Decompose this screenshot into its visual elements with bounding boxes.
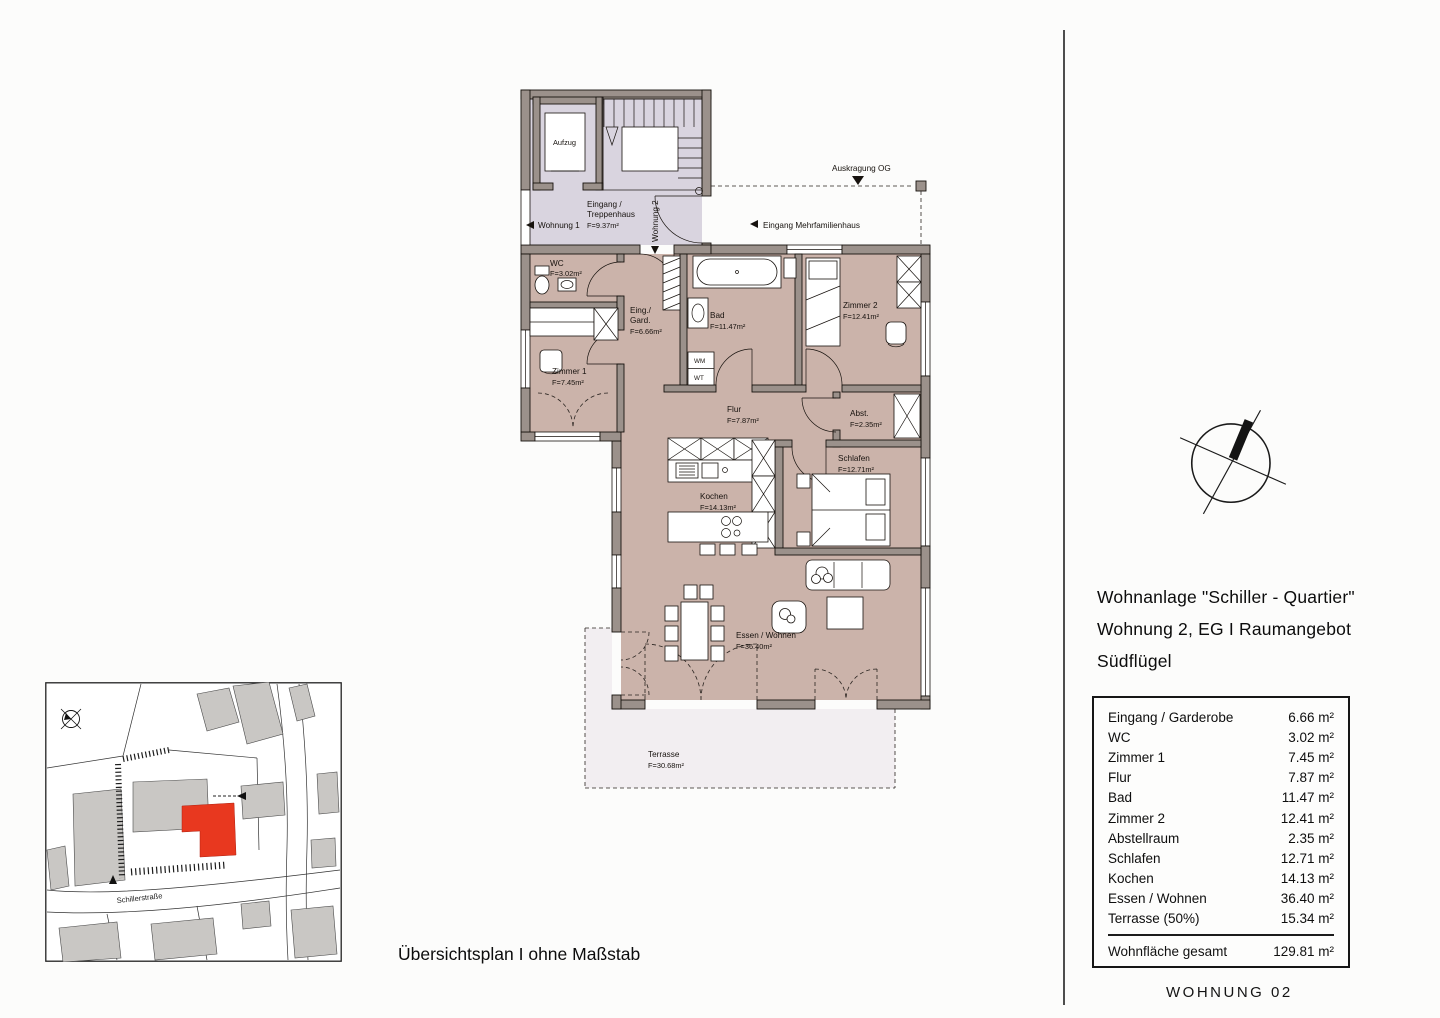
table-row: WC 3.02 m²	[1108, 729, 1334, 745]
svg-text:Kochen: Kochen	[700, 492, 728, 501]
project-title: Wohnanlage "Schiller - Quartier"	[1097, 587, 1355, 607]
eingang-treppenhaus-label: Eingang /	[587, 200, 622, 209]
svg-text:F=9.37m²: F=9.37m²	[587, 221, 619, 230]
table-row: Zimmer 2 12.41 m²	[1108, 810, 1334, 826]
svg-text:WT: WT	[694, 375, 704, 382]
svg-text:Abst.: Abst.	[850, 409, 869, 418]
wohnung2-arrow-icon	[651, 246, 659, 254]
panel-divider	[1063, 30, 1065, 1005]
svg-text:Gard.: Gard.	[630, 316, 651, 325]
auskragung-arrow-icon	[852, 176, 864, 185]
terrasse-label: Terrasse	[648, 750, 680, 759]
table-total-row	[1108, 944, 1334, 959]
table-row: Schlafen 12.71 m²	[1108, 850, 1334, 866]
site-plan	[45, 682, 342, 962]
overhang-outline	[711, 164, 926, 245]
svg-text:F=11.47m²: F=11.47m²	[710, 322, 746, 331]
terrasse-area: F=30.68m²	[648, 761, 684, 770]
total-value: 129.81 m²	[1273, 944, 1334, 960]
auskragung-label: Auskragung OG	[832, 164, 891, 173]
svg-text:Eing./: Eing./	[630, 306, 651, 315]
eingang-mfh-label: Eingang Mehrfamilienhaus	[763, 221, 860, 230]
table-row: Essen / Wohnen 36.40 m²	[1108, 891, 1334, 907]
svg-text:Schlafen: Schlafen	[838, 454, 870, 463]
wing-subtitle: Südflügel	[1097, 651, 1172, 671]
svg-text:F=3.02m²: F=3.02m²	[550, 269, 582, 278]
table-total-separator	[1108, 934, 1334, 936]
svg-text:F=7.87m²: F=7.87m²	[727, 416, 759, 425]
svg-text:F=2.35m²: F=2.35m²	[850, 420, 882, 429]
svg-text:Zimmer 2: Zimmer 2	[843, 301, 878, 310]
table-row: Flur 7.87 m²	[1108, 770, 1334, 786]
stairwell	[521, 90, 711, 254]
svg-text:Flur: Flur	[727, 405, 742, 414]
wohnung2-label: Wohnung 2	[651, 200, 660, 242]
svg-text:WC: WC	[550, 259, 564, 268]
svg-text:WM: WM	[694, 358, 706, 365]
floor-plan-drawing	[440, 82, 980, 808]
aufzug-label: Aufzug	[553, 138, 577, 147]
eingang-mfh-arrow-icon	[750, 220, 758, 228]
room-area-table	[1092, 696, 1350, 968]
table-row: Eingang / Garderobe 6.66 m²	[1108, 709, 1334, 725]
wohnung1-label: Wohnung 1	[538, 221, 580, 230]
table-row: Zimmer 1 7.45 m²	[1108, 749, 1334, 765]
svg-text:F=14.13m²: F=14.13m²	[700, 503, 736, 512]
north-compass-icon	[1178, 406, 1288, 516]
svg-text:F=12.71m²: F=12.71m²	[838, 465, 874, 474]
svg-text:Bad: Bad	[710, 311, 725, 320]
svg-text:F=12.41m²: F=12.41m²	[843, 312, 879, 321]
svg-text:F=7.45m²: F=7.45m²	[552, 378, 584, 387]
site-plan-caption: Übersichtsplan I ohne Maßstab	[398, 944, 641, 964]
unit-subtitle: Wohnung 2, EG I Raumangebot	[1097, 619, 1352, 639]
sheet-footer-label: WOHNUNG 02	[1166, 984, 1293, 1001]
svg-text:Essen / Wohnen: Essen / Wohnen	[736, 631, 796, 640]
total-label: Wohnfläche gesamt	[1108, 944, 1228, 960]
table-row: Kochen 14.13 m²	[1108, 871, 1334, 887]
title-block	[1097, 581, 1355, 677]
svg-text:F=36.40m²: F=36.40m²	[736, 642, 772, 651]
table-row: Bad 11.47 m²	[1108, 790, 1334, 806]
table-row: Abstellraum 2.35 m²	[1108, 830, 1334, 846]
table-row: Terrasse (50%) 15.34 m²	[1108, 911, 1334, 927]
svg-text:Zimmer 1: Zimmer 1	[552, 367, 587, 376]
svg-text:F=6.66m²: F=6.66m²	[630, 327, 662, 336]
svg-text:Treppenhaus: Treppenhaus	[587, 210, 635, 219]
street-label: Schillerstraße	[116, 891, 163, 905]
